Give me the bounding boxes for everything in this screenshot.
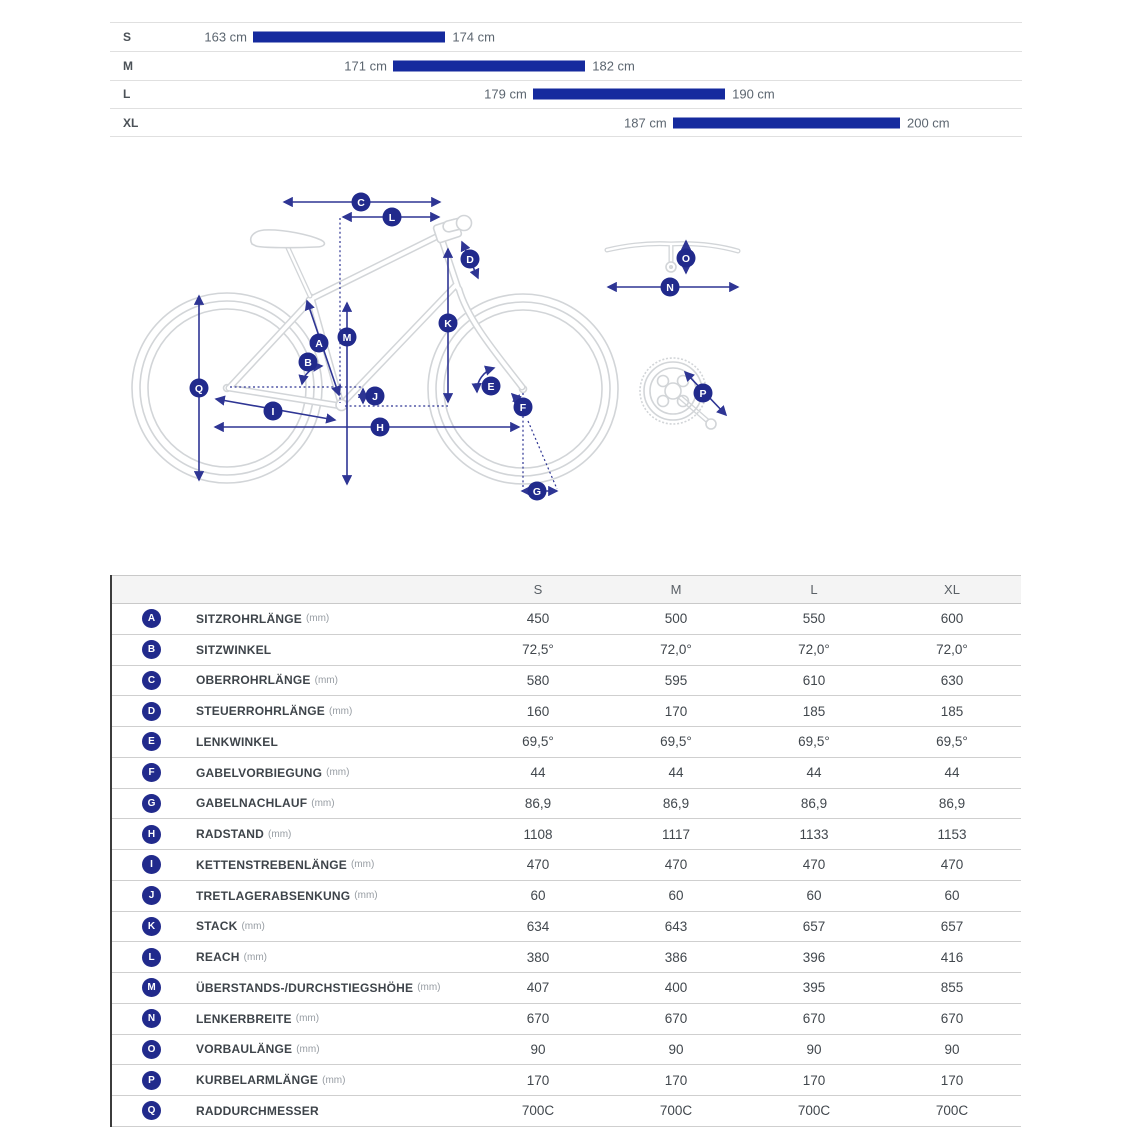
row-marker-badge: Q <box>142 1101 161 1120</box>
table-row <box>112 942 1021 973</box>
row-label: LENKERBREITE <box>196 1011 292 1026</box>
table-row <box>112 666 1021 697</box>
bike-geometry-diagram <box>108 168 768 524</box>
cell-value-m: 386 <box>664 949 688 965</box>
cell-value-s: 60 <box>530 888 546 904</box>
diagram-marker-letter: C <box>357 196 365 209</box>
column-header-m: M <box>670 582 682 597</box>
cell-value-l: 670 <box>802 1011 826 1027</box>
cell-value-m: 44 <box>668 765 684 781</box>
size-row-m <box>110 51 1022 80</box>
table-row <box>112 912 1021 943</box>
cell-value-xl: 600 <box>940 611 964 627</box>
cell-value-s: 450 <box>526 611 550 627</box>
handlebar-grip <box>433 216 472 244</box>
cell-value-xl: 72,0° <box>936 642 968 658</box>
row-marker-badge: I <box>142 855 161 874</box>
table-row <box>112 696 1021 727</box>
cell-value-l: 657 <box>802 918 826 934</box>
cell-value-s: 580 <box>526 672 550 688</box>
row-label: REACH <box>196 950 240 965</box>
height-max-label: 182 cm <box>592 58 635 74</box>
cell-value-xl: 1153 <box>937 826 967 842</box>
row-marker-badge: O <box>142 1040 161 1059</box>
diagram-marker-letter: B <box>304 356 312 369</box>
cell-value-xl: 470 <box>940 857 964 873</box>
row-marker-badge: C <box>142 671 161 690</box>
cell-value-xl: 670 <box>940 1011 964 1027</box>
row-label-cell <box>112 1009 469 1028</box>
cell-value-s: 90 <box>530 1041 546 1057</box>
cell-value-s: 407 <box>526 980 550 996</box>
table-row <box>112 850 1021 881</box>
cell-value-l: 185 <box>802 703 826 719</box>
row-unit: (mm) <box>354 890 378 902</box>
row-label-cell <box>112 1040 469 1059</box>
row-unit: (mm) <box>243 951 267 963</box>
cell-value-xl: 170 <box>940 1072 964 1088</box>
cell-value-m: 170 <box>664 703 688 719</box>
rider-height-size-chart <box>110 22 1022 137</box>
height-min-label: 179 cm <box>484 86 527 102</box>
cell-value-l: 170 <box>802 1072 826 1088</box>
cell-value-m: 86,9 <box>662 795 690 811</box>
diagram-marker-letter: A <box>315 337 323 350</box>
table-header-row <box>112 575 1021 604</box>
size-label: XL <box>123 115 139 130</box>
cell-value-l: 72,0° <box>798 642 830 658</box>
row-label: RADSTAND <box>196 827 265 842</box>
diagram-marker-letter: I <box>271 405 275 418</box>
height-range-bar <box>253 31 445 42</box>
row-label-cell <box>112 794 469 813</box>
cell-value-m: 400 <box>664 980 688 996</box>
saddle <box>251 230 325 248</box>
diagram-marker-letter: E <box>487 380 495 393</box>
height-min-label: 187 cm <box>624 115 667 131</box>
row-label: GABELVORBIEGUNG <box>196 765 323 780</box>
row-unit: (mm) <box>329 705 353 717</box>
table-row <box>112 727 1021 758</box>
size-row-l <box>110 80 1022 109</box>
geometry-table <box>110 575 1021 1127</box>
cell-value-l: 90 <box>806 1041 822 1057</box>
column-header-l: L <box>810 582 818 597</box>
row-marker-badge: H <box>142 825 161 844</box>
cell-value-m: 1117 <box>661 826 691 842</box>
cell-value-s: 380 <box>526 949 550 965</box>
row-label-cell <box>112 825 469 844</box>
cell-value-l: 86,9 <box>800 795 828 811</box>
cell-value-l: 395 <box>802 980 826 996</box>
size-row-s <box>110 22 1022 51</box>
row-label-cell <box>112 1071 469 1090</box>
table-row <box>112 881 1021 912</box>
row-marker-badge: L <box>142 948 161 967</box>
row-unit: (mm) <box>295 1013 320 1025</box>
table-body <box>112 604 1021 1127</box>
row-label: GABELNACHLAUF <box>196 796 308 811</box>
header-spacer <box>112 576 469 603</box>
column-header-xl: XL <box>944 582 960 597</box>
diagram-marker-letter: H <box>376 421 384 434</box>
row-label-cell <box>112 948 469 967</box>
cell-value-s: 72,5° <box>522 642 554 658</box>
table-row <box>112 1035 1021 1066</box>
diagram-marker-letter: Q <box>194 382 204 395</box>
cell-value-s: 170 <box>526 1072 550 1088</box>
row-unit: (mm) <box>322 1074 346 1086</box>
cell-value-l: 69,5° <box>798 734 830 750</box>
cell-value-l: 44 <box>806 765 822 781</box>
cell-value-s: 69,5° <box>522 734 554 750</box>
row-label: KURBELARMLÄNGE <box>196 1073 319 1088</box>
row-unit: (mm) <box>241 920 265 932</box>
row-label-cell <box>112 702 469 721</box>
row-unit: (mm) <box>268 828 292 840</box>
cell-value-m: 670 <box>664 1011 688 1027</box>
cell-value-m: 72,0° <box>660 642 692 658</box>
row-label-cell <box>112 886 469 905</box>
cell-value-xl: 44 <box>944 765 960 781</box>
cell-value-l: 396 <box>802 949 826 965</box>
row-label-cell <box>112 732 469 751</box>
handlebar-top-view <box>666 262 676 272</box>
row-unit: (mm) <box>296 1043 320 1055</box>
row-label-cell <box>112 1101 469 1120</box>
height-range-bar <box>533 89 725 100</box>
row-label-cell <box>112 917 469 936</box>
row-marker-badge: M <box>142 978 161 997</box>
cell-value-xl: 69,5° <box>936 734 968 750</box>
cell-value-xl: 90 <box>944 1041 960 1057</box>
cell-value-s: 1108 <box>523 826 553 842</box>
row-marker-badge: J <box>142 886 161 905</box>
diagram-marker-letter: O <box>681 252 691 265</box>
row-label-cell <box>112 671 469 690</box>
cell-value-xl: 60 <box>944 888 960 904</box>
row-unit: (mm) <box>305 613 330 625</box>
row-label: SITZWINKEL <box>196 642 272 657</box>
cell-value-s: 700C <box>521 1103 555 1119</box>
cell-value-m: 500 <box>664 611 688 627</box>
row-unit: (mm) <box>417 982 441 994</box>
height-max-label: 190 cm <box>732 86 775 102</box>
row-label: STEUERROHRLÄNGE <box>196 704 326 719</box>
diagram-marker-letter: N <box>666 281 674 294</box>
row-unit: (mm) <box>350 859 375 871</box>
cell-value-s: 670 <box>526 1011 550 1027</box>
cell-value-m: 60 <box>668 888 684 904</box>
diagram-marker-letter: P <box>699 387 707 400</box>
row-marker-badge: G <box>142 794 161 813</box>
diagram-marker-letter: D <box>466 253 474 266</box>
column-header-s: S <box>533 582 543 597</box>
cell-value-m: 595 <box>664 672 688 688</box>
height-min-label: 171 cm <box>344 58 387 74</box>
table-row <box>112 1004 1021 1035</box>
row-label: TRETLAGERABSENKUNG <box>196 888 351 903</box>
row-marker-badge: B <box>142 640 161 659</box>
row-marker-badge: D <box>142 702 161 721</box>
cell-value-m: 470 <box>664 857 688 873</box>
row-marker-badge: A <box>142 609 161 628</box>
diagram-marker-letter: M <box>342 331 352 344</box>
table-row <box>112 1065 1021 1096</box>
cell-value-s: 634 <box>526 918 550 934</box>
cell-value-m: 700C <box>659 1103 693 1119</box>
cell-value-xl: 630 <box>940 672 964 688</box>
table-row <box>112 758 1021 789</box>
table-row <box>112 973 1021 1004</box>
height-min-label: 163 cm <box>204 29 247 45</box>
row-marker-badge: P <box>142 1071 161 1090</box>
table-row <box>112 635 1021 666</box>
row-label-cell <box>112 640 469 659</box>
diagram-marker-letter: G <box>532 485 542 498</box>
row-marker-badge: E <box>142 732 161 751</box>
height-max-label: 174 cm <box>452 29 495 45</box>
row-marker-badge: F <box>142 763 161 782</box>
cell-value-s: 44 <box>530 765 546 781</box>
row-label-cell <box>112 763 469 782</box>
row-unit: (mm) <box>311 797 335 809</box>
cell-value-l: 610 <box>802 672 826 688</box>
height-max-label: 200 cm <box>907 115 950 131</box>
diagram-marker-letter: J <box>372 390 378 403</box>
row-label-cell <box>112 855 469 874</box>
row-label-cell <box>112 609 469 628</box>
row-label: LENKWINKEL <box>196 734 278 749</box>
cell-value-l: 470 <box>802 857 826 873</box>
row-label: ÜBERSTANDS-/DURCHSTIEGSHÖHE <box>196 980 414 995</box>
row-label-cell <box>112 978 469 997</box>
row-label: RADDURCHMESSER <box>196 1103 319 1118</box>
size-label: S <box>123 29 132 44</box>
diagram-marker-letter: L <box>388 211 396 224</box>
cell-value-xl: 700C <box>935 1103 969 1119</box>
table-row <box>112 604 1021 635</box>
row-label: OBERROHRLÄNGE <box>196 673 311 688</box>
size-label: L <box>123 87 131 102</box>
height-range-bar <box>673 117 900 128</box>
table-row <box>112 789 1021 820</box>
height-range-bar <box>393 60 585 71</box>
cell-value-xl: 855 <box>940 980 964 996</box>
cell-value-m: 643 <box>664 918 688 934</box>
cell-value-s: 86,9 <box>524 795 552 811</box>
cell-value-s: 470 <box>526 857 550 873</box>
table-row <box>112 1096 1021 1127</box>
row-label: KETTENSTREBENLÄNGE <box>196 857 347 872</box>
row-label: STACK <box>196 919 238 934</box>
table-row <box>112 819 1021 850</box>
row-unit: (mm) <box>326 767 350 779</box>
cell-value-l: 550 <box>802 611 826 627</box>
row-marker-badge: N <box>142 1009 161 1028</box>
cell-value-xl: 86,9 <box>938 795 966 811</box>
cell-value-l: 1133 <box>799 826 829 842</box>
row-marker-badge: K <box>142 917 161 936</box>
cell-value-xl: 185 <box>940 703 964 719</box>
cell-value-xl: 657 <box>940 918 964 934</box>
size-label: M <box>123 58 133 73</box>
cell-value-s: 160 <box>526 703 550 719</box>
cell-value-m: 90 <box>668 1041 684 1057</box>
size-row-xl <box>110 108 1022 137</box>
cell-value-xl: 416 <box>940 949 964 965</box>
cell-value-l: 700C <box>797 1103 831 1119</box>
cell-value-m: 69,5° <box>660 734 692 750</box>
cell-value-m: 170 <box>664 1072 688 1088</box>
cell-value-l: 60 <box>806 888 822 904</box>
row-label: VORBAULÄNGE <box>196 1042 293 1057</box>
diagram-marker-letter: F <box>519 401 527 414</box>
diagram-marker-letter: K <box>444 317 452 330</box>
row-unit: (mm) <box>314 674 338 686</box>
row-label: SITZROHRLÄNGE <box>196 611 302 626</box>
